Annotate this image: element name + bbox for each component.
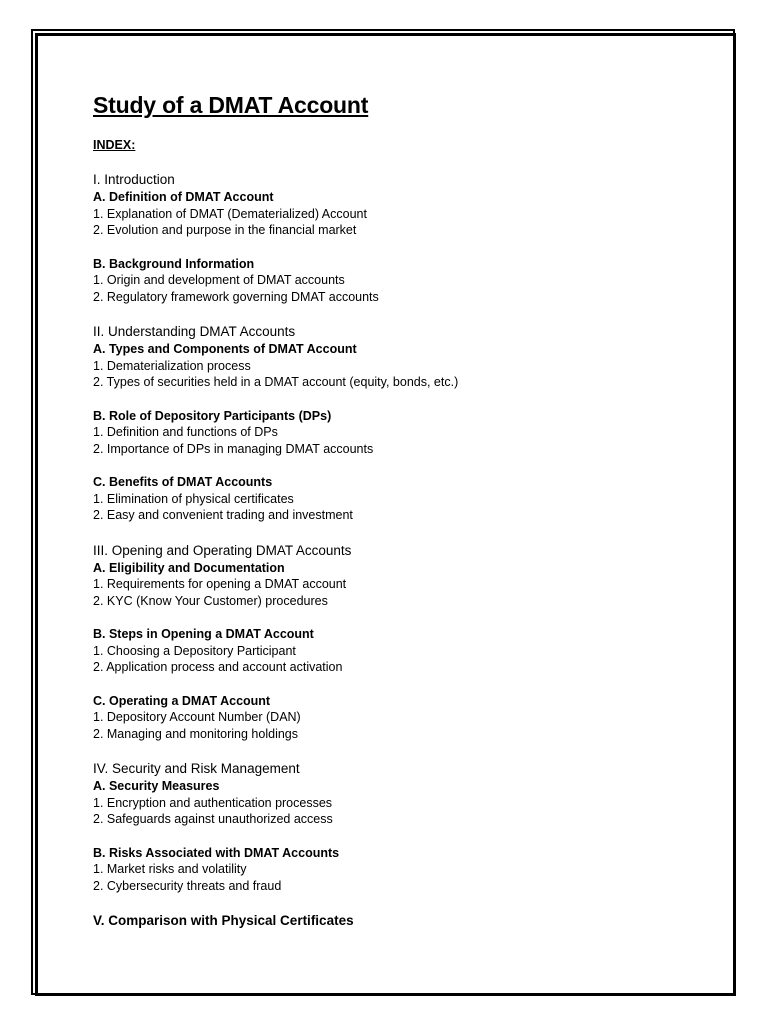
index-subgroup — [93, 341, 693, 391]
index-section — [93, 323, 693, 524]
index-subgroup — [93, 626, 693, 676]
index-item: 2. Cybersecurity threats and fraud — [93, 878, 282, 893]
index-subgroup — [93, 408, 693, 458]
index-section — [93, 760, 693, 894]
subsection-heading: A. Definition of DMAT Account — [93, 190, 274, 204]
document-title: Study of a DMAT Account — [93, 92, 369, 118]
subsection-heading: A. Security Measures — [93, 779, 220, 793]
index-subgroup — [93, 474, 693, 524]
index-item: 1. Explanation of DMAT (Dematerialized) Account — [93, 206, 367, 221]
index-subgroup — [93, 693, 693, 743]
subsection-heading: C. Benefits of DMAT Accounts — [93, 475, 273, 489]
index-item: 1. Market risks and volatility — [93, 862, 247, 876]
index-item: 1. Requirements for opening a DMAT account — [93, 577, 347, 591]
index-item: 2. KYC (Know Your Customer) procedures — [93, 593, 328, 608]
index-subgroup — [93, 778, 693, 828]
section-heading: V. Comparison with Physical Certificates — [93, 913, 354, 928]
section-heading: I. Introduction — [93, 172, 175, 187]
index-section — [93, 171, 693, 305]
index-subgroup — [93, 845, 693, 895]
index-item: 1. Dematerialization process — [93, 358, 251, 373]
index-subgroup — [93, 560, 693, 610]
index-subgroup — [93, 189, 693, 239]
index-item: 1. Definition and functions of DPs — [93, 425, 278, 439]
index-item: 1. Depository Account Number (DAN) — [93, 710, 301, 724]
index-item: 2. Easy and convenient trading and investment — [93, 508, 353, 522]
index-section — [93, 912, 693, 930]
subsection-heading: B. Role of Depository Participants (DPs) — [93, 408, 332, 423]
index-subgroup — [93, 256, 693, 306]
index-sections — [93, 171, 693, 930]
section-heading: II. Understanding DMAT Accounts — [93, 324, 296, 339]
subsection-heading: B. Risks Associated with DMAT Accounts — [93, 845, 340, 860]
index-item: 2. Safeguards against unauthorized access — [93, 812, 333, 826]
subsection-heading: A. Eligibility and Documentation — [93, 560, 285, 575]
document-body — [93, 89, 693, 930]
index-item: 1. Origin and development of DMAT accounts — [93, 273, 345, 287]
section-heading: IV. Security and Risk Management — [93, 761, 300, 776]
index-item: 1. Elimination of physical certificates — [93, 491, 294, 506]
subsection-heading: B. Steps in Opening a DMAT Account — [93, 627, 314, 641]
index-label: INDEX: — [93, 138, 136, 152]
index-item: 1. Encryption and authentication processes — [93, 795, 333, 810]
index-item: 2. Application process and account activation — [93, 660, 343, 674]
subsection-heading: C. Operating a DMAT Account — [93, 693, 271, 708]
section-heading: III. Opening and Operating DMAT Accounts — [93, 542, 352, 558]
index-item: 2. Evolution and purpose in the financial market — [93, 223, 357, 237]
subsection-heading: A. Types and Components of DMAT Account — [93, 342, 357, 356]
index-item: 2. Regulatory framework governing DMAT accounts — [93, 289, 379, 304]
index-item: 2. Managing and monitoring holdings — [93, 726, 298, 741]
subsection-heading: B. Background Information — [93, 256, 255, 271]
index-item: 2. Types of securities held in a DMAT account (equity, bonds, etc.) — [93, 375, 459, 389]
index-item: 2. Importance of DPs in managing DMAT accounts — [93, 441, 374, 456]
index-section — [93, 542, 693, 743]
index-item: 1. Choosing a Depository Participant — [93, 643, 296, 658]
